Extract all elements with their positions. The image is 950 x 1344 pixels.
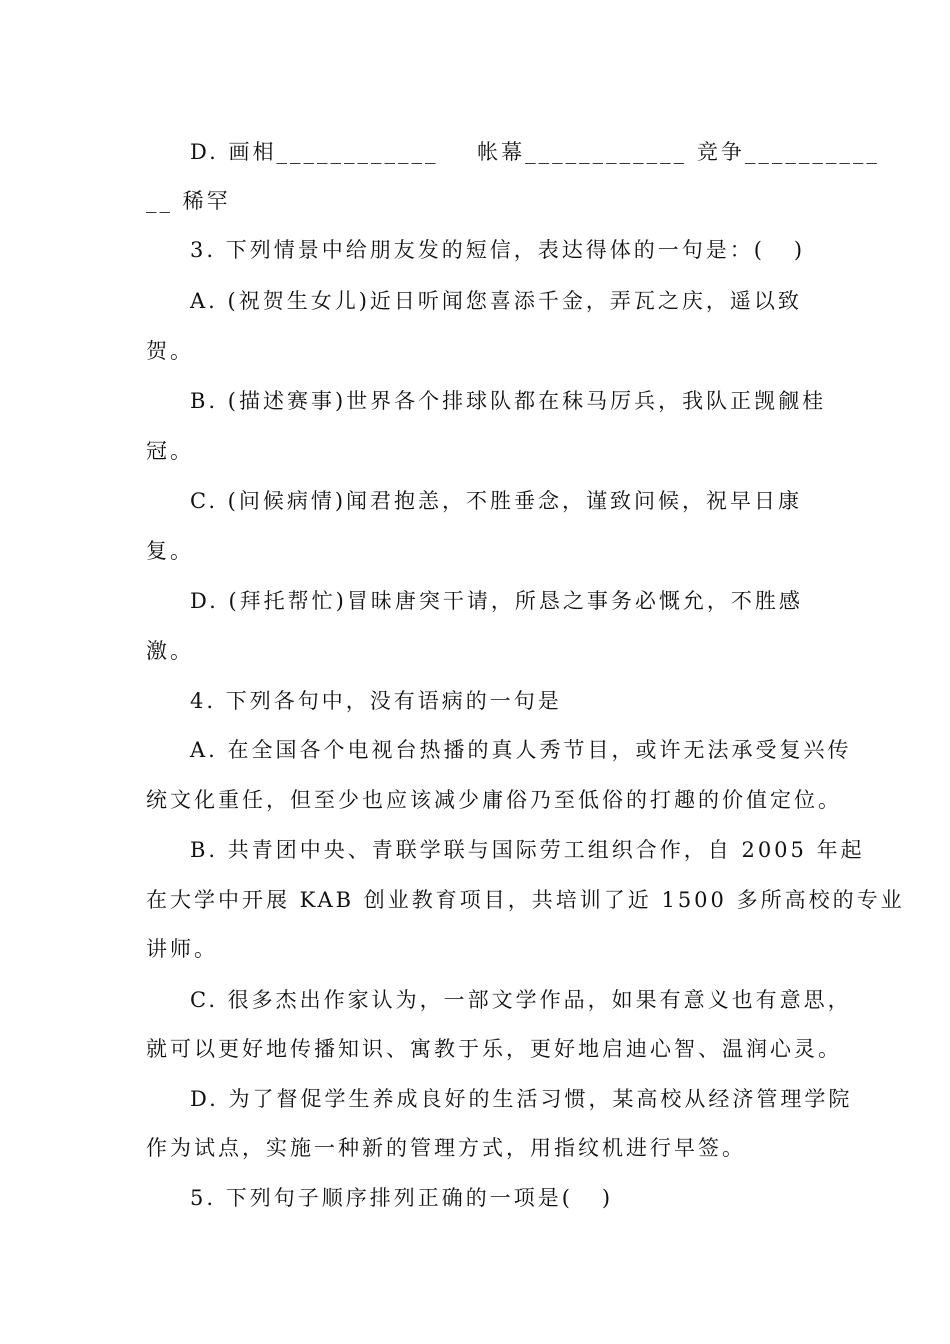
question-3-option-b-line-2: 冠。 [146,439,194,463]
question-4-option-b-line-3: 讲师。 [146,937,218,961]
question-4-option-d-line-2: 作为试点，实施一种新的管理方式，用指纹机进行早签。 [146,1136,746,1160]
question-5-stem: 5. 下列句子顺序排列正确的一项是( ) [190,1186,614,1210]
question-3-option-d-line-1: D. (拜托帮忙)冒昧唐突干请，所恳之事务必慨允，不胜感 [190,589,803,613]
question-4-option-a-line-2: 统文化重任，但至少也应该减少庸俗乃至低俗的打趣的价值定位。 [146,788,842,812]
question-3-option-b-line-1: B. (描述赛事)世界各个排球队都在秣马厉兵，我队正觊觎桂 [190,389,827,413]
question-4-option-b-line-1: B. 共青团中央、青联学联与国际劳工组织合作，自 2005 年起 [190,838,865,862]
option-d-words-line-2: __ 稀罕 [146,189,231,213]
question-4-option-b-line-2: 在大学中开展 KAB 创业教育项目，共培训了近 1500 多所高校的专业 [146,888,905,912]
question-4-option-d-line-1: D. 为了督促学生养成良好的生活习惯，某高校从经济管理学院 [190,1087,853,1111]
question-3-option-d-line-2: 激。 [146,639,194,663]
question-3-option-a-line-1: A. (祝贺生女儿)近日听闻您喜添千金，弄瓦之庆，遥以致 [190,289,802,313]
question-3-stem: 3. 下列情景中给朋友发的短信，表达得体的一句是：( ) [190,238,806,262]
question-3-option-c-line-2: 复。 [146,539,194,563]
question-4-option-a-line-1: A. 在全国各个电视台热播的真人秀节目，或许无法承受复兴传 [190,738,852,762]
option-d-words-line-1: D. 画相____________ 帐幕____________ 竞争__________ [190,140,880,164]
question-4-option-c-line-1: C. 很多杰出作家认为，一部文学作品，如果有意义也有意思， [190,988,852,1012]
question-4-stem: 4. 下列各句中，没有语病的一句是 [190,689,562,713]
question-4-option-c-line-2: 就可以更好地传播知识、寓教于乐，更好地启迪心智、温润心灵。 [146,1037,842,1061]
question-3-option-c-line-1: C. (问候病情)闻君抱恙，不胜垂念，谨致问候，祝早日康 [190,489,803,513]
question-3-option-a-line-2: 贺。 [146,339,194,363]
